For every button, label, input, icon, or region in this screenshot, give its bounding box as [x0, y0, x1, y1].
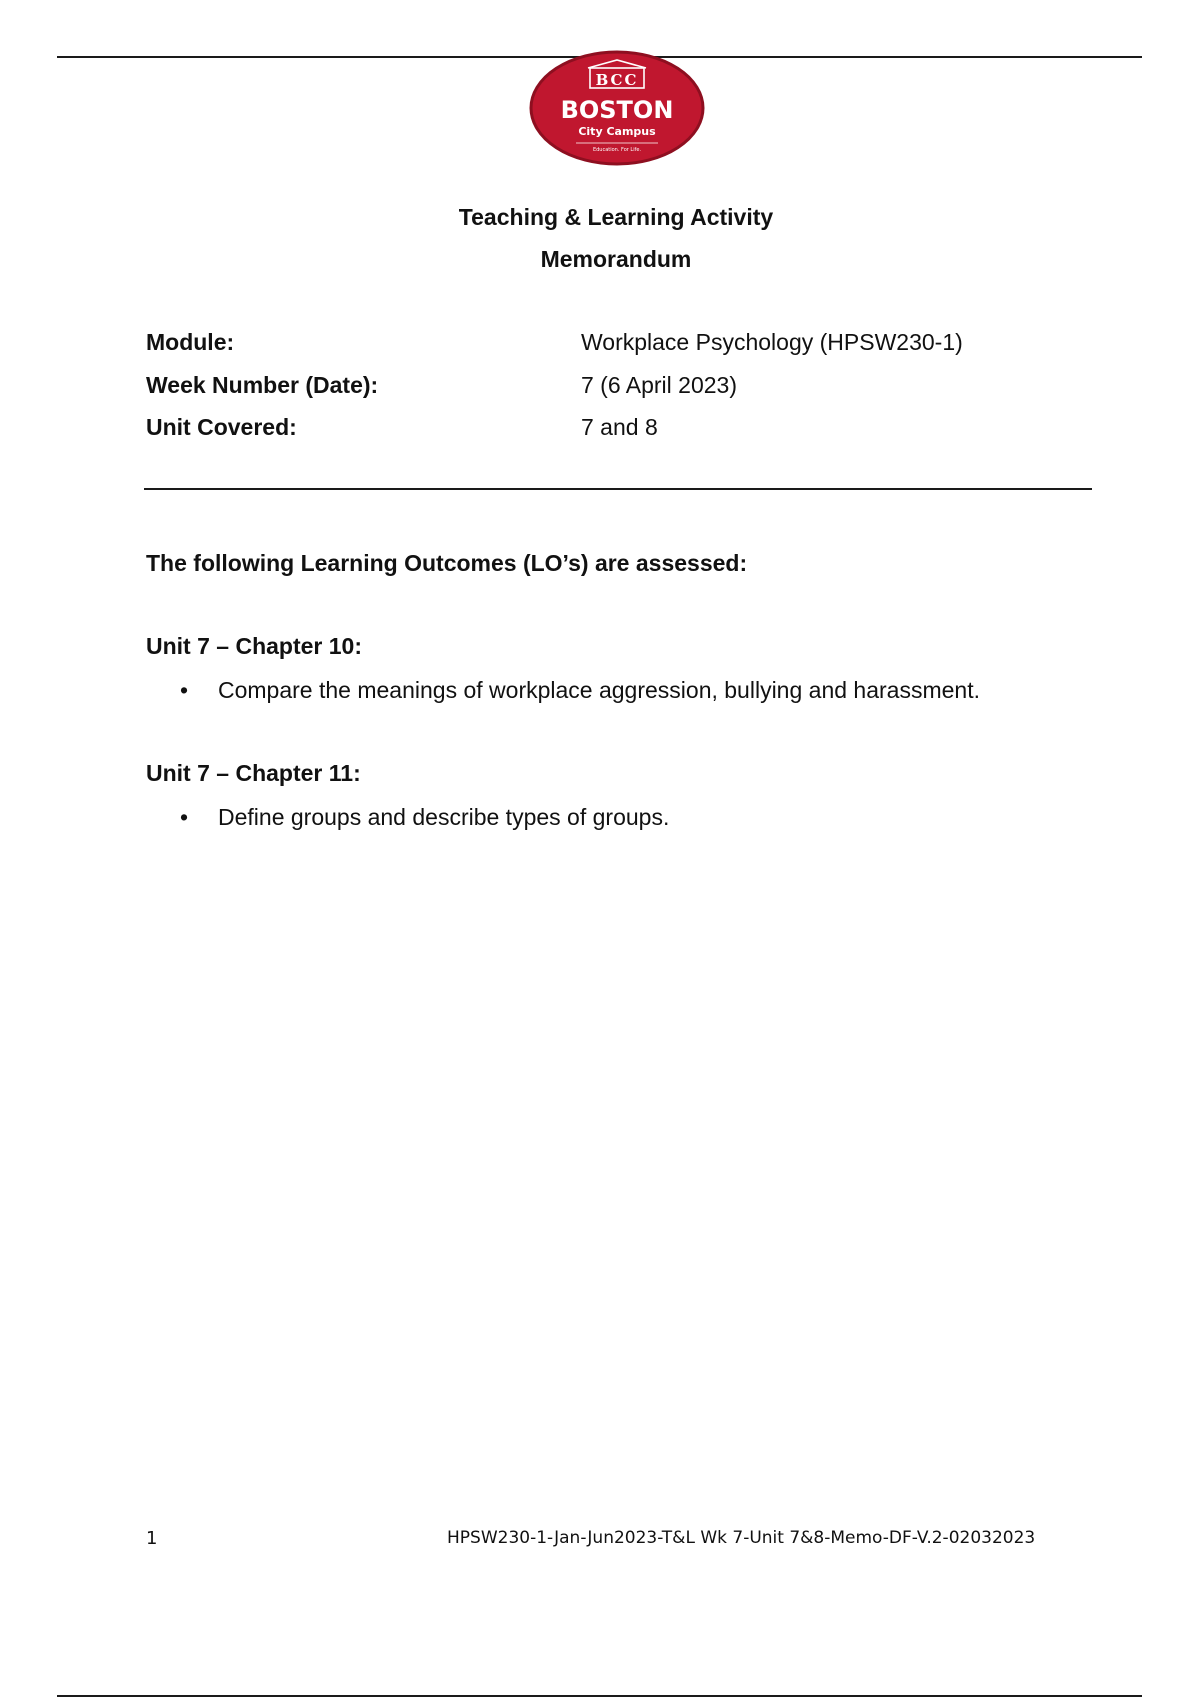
- week-label: Week Number (Date):: [146, 372, 379, 398]
- unit-value: 7 and 8: [581, 414, 658, 440]
- unit-row: [146, 414, 1146, 446]
- module-value: Workplace Psychology (HPSW230-1): [581, 329, 963, 355]
- section-divider: [144, 488, 1092, 490]
- logo-initials: BCC: [595, 71, 639, 89]
- unit-heading-chapter-11: Unit 7 – Chapter 11:: [146, 760, 361, 786]
- module-label: Module:: [146, 329, 235, 355]
- logo-name: BOSTON: [560, 96, 674, 124]
- unit-label: Unit Covered:: [146, 414, 297, 440]
- page-number: 1: [146, 1528, 158, 1549]
- list-item-text: Compare the meanings of workplace aggression, bullying and harassment.: [218, 677, 980, 703]
- bullet-icon: •: [180, 677, 189, 703]
- document-reference: HPSW230-1-Jan-Jun2023-T&L Wk 7-Unit 7&8-Memo-DF-V.2-02032023: [447, 1528, 1036, 1548]
- module-row: [146, 329, 1146, 361]
- document-title: Teaching & Learning Activity: [458, 204, 774, 230]
- list-item-text: Define groups and describe types of groups.: [218, 804, 670, 830]
- unit-heading-chapter-10: Unit 7 – Chapter 10:: [146, 633, 362, 659]
- document-subtitle: Memorandum: [540, 246, 692, 272]
- week-row: [146, 372, 1146, 404]
- bullet-icon: •: [180, 804, 189, 830]
- footer-rule: [57, 1695, 1142, 1697]
- boston-city-campus-logo: [528, 48, 706, 168]
- logo-tagline: Education. For Life.: [592, 147, 642, 153]
- learning-outcomes-heading: The following Learning Outcomes (LO’s) are assessed:: [146, 550, 748, 576]
- logo-subtitle: City Campus: [578, 125, 656, 138]
- week-value: 7 (6 April 2023): [581, 372, 737, 398]
